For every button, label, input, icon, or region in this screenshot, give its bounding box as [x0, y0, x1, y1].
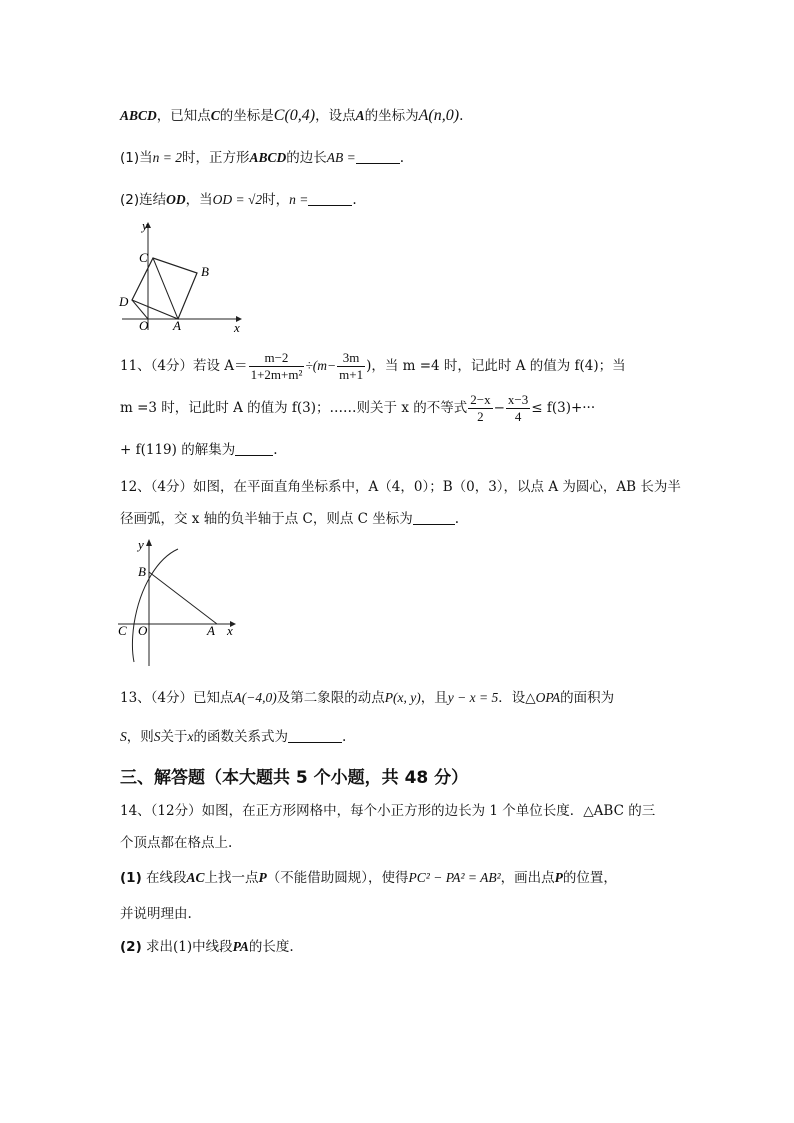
q13-text: 及第二象限的动点 [276, 690, 385, 706]
fraction [468, 392, 492, 425]
coord-c: C(0,4) [273, 107, 316, 124]
fraction [337, 350, 365, 383]
q12-line-2 [120, 509, 459, 529]
q11-text: )，当 m =4 时，记此时 A 的值为 f(4)；当 [366, 358, 626, 374]
q14-text: ，画出点 [500, 870, 555, 886]
q13-text: ，且 [420, 690, 448, 706]
label-x: x [227, 623, 233, 638]
part-number: (2) [120, 192, 140, 208]
square-label: ABCD [120, 108, 157, 123]
q14-line-2: 个顶点都在格点上. [120, 835, 233, 851]
point-label: C [210, 108, 220, 123]
answer-blank[interactable] [235, 441, 273, 456]
q11-line-1 [120, 346, 626, 388]
part-number: (1) [120, 870, 142, 886]
figure-arc-abc [114, 536, 244, 668]
q13-text: 13、（4分）已知点 [120, 690, 234, 706]
q13-text: 的面积为 [560, 690, 615, 706]
q11-text: m =3 时，记此时 A 的值为 f(3)；……则关于 x 的不等式 [120, 400, 468, 416]
segment-ab [149, 572, 217, 624]
y-axis-arrow [146, 539, 152, 546]
math: PC² − PA² = AB² [408, 870, 501, 885]
text: 时， [262, 192, 290, 208]
q13-line-1 [120, 688, 614, 708]
answer-blank[interactable] [308, 191, 352, 206]
numerator: 2−x [470, 392, 491, 407]
q11-text: + f(119) 的解集为 [120, 442, 236, 458]
problem-intro-line [120, 106, 463, 126]
label-c: C [139, 250, 148, 265]
text: 的坐标是 [219, 108, 274, 124]
part-1-line [120, 148, 404, 168]
math: A(−4,0) [233, 690, 277, 705]
q14-part-2 [120, 937, 294, 957]
text: 的边长 [286, 150, 327, 166]
q11-text: 11、（4分）若设 A＝ [120, 358, 248, 374]
q14-line-1: 14、（12分）如图，在正方形网格中，每个小正方形的边长为 1 个单位长度．△ABC 的三 [120, 803, 656, 819]
q13-text: . [342, 729, 347, 745]
q11-text: . [273, 442, 278, 458]
q13-text: 关于 [160, 729, 188, 745]
numerator: m−2 [249, 350, 305, 367]
q14-part-1 [120, 868, 617, 888]
label-b: B [201, 264, 209, 279]
q14-text: 上找一点 [204, 870, 259, 886]
math: S [153, 729, 161, 744]
q13-text: 的函数关系式为 [193, 729, 288, 745]
label-a: A [173, 318, 181, 333]
denominator: 4 [514, 409, 522, 424]
q11-text: ≤ f(3)+··· [531, 400, 596, 416]
label-o: O [138, 623, 148, 638]
q12-line-1: 12、（4分）如图，在平面直角坐标系中，A（4，0）；B（0，3），以点 A 为圆心，AB 长为半 [120, 479, 681, 495]
math: n = 2 [152, 150, 182, 165]
figure-square-abcd [112, 218, 252, 336]
coord-a: A(n,0) [418, 107, 460, 124]
q14-text: （不能借助圆规），使得 [266, 870, 409, 886]
text: ，已知点 [156, 108, 211, 124]
math: OPA [535, 690, 561, 705]
fraction [249, 350, 305, 383]
q13-text: ，则 [126, 729, 154, 745]
math: AC [186, 870, 205, 885]
text: . [399, 150, 405, 166]
math: ABCD [249, 150, 287, 165]
q11-line-3 [120, 440, 278, 460]
numerator: x−3 [507, 392, 529, 407]
q14-part-1-line-2: 并说明理由. [120, 906, 192, 922]
fraction [506, 392, 530, 425]
label-o: O [139, 318, 149, 333]
q13-line-2 [120, 727, 346, 747]
q11-text: ÷(m− [305, 358, 337, 373]
text: . [352, 192, 357, 208]
part-number: (2) [120, 939, 142, 955]
math: y − x = 5 [447, 690, 499, 705]
text: 的坐标为 [364, 108, 419, 124]
q12-text: . [454, 511, 460, 527]
numerator: 3m [337, 350, 365, 367]
denominator: 2 [477, 409, 484, 424]
math: x [187, 729, 194, 744]
point-label: A [355, 108, 365, 123]
q11-line-2 [120, 388, 595, 430]
denominator: m+1 [339, 367, 364, 382]
q11-text: − [493, 400, 505, 416]
math: PA [232, 939, 249, 954]
q14-text: 求出(1)中线段 [146, 939, 233, 955]
denominator: 1+2m+m² [250, 367, 303, 382]
math: S [120, 729, 127, 744]
q12-text: 径画弧，交 x 轴的负半轴于点 C，则点 C 坐标为 [120, 511, 413, 527]
q14-text: 在线段 [146, 870, 187, 886]
answer-blank[interactable] [356, 149, 400, 164]
q14-text: 的长度. [248, 939, 294, 955]
math: n = [289, 192, 309, 207]
square-outline [132, 258, 197, 319]
math: P [554, 870, 563, 885]
math: AB = [326, 150, 356, 165]
math: OD = √2 [212, 192, 263, 207]
q13-text: ．设△ [498, 690, 536, 706]
label-a: A [207, 623, 215, 638]
text: ，设点 [315, 108, 356, 124]
part-2-line [120, 190, 357, 210]
text: ，当 [185, 192, 213, 208]
part-number: (1) [120, 150, 140, 166]
answer-blank[interactable] [413, 510, 455, 525]
label-c: C [118, 623, 127, 638]
label-b: B [138, 564, 146, 579]
label-d: D [119, 294, 129, 309]
text: . [459, 108, 464, 124]
label-x: x [234, 320, 240, 335]
section-heading: 三、解答题（本大题共 5 个小题，共 48 分） [120, 768, 469, 788]
math: P [258, 870, 267, 885]
label-y: y [138, 537, 144, 552]
text: 当 [139, 150, 153, 166]
text: 时，正方形 [182, 150, 250, 166]
q14-text: 的位置， [562, 870, 617, 886]
answer-blank[interactable] [288, 728, 342, 743]
math: OD [166, 192, 186, 207]
label-y: y [142, 218, 148, 233]
text: 连结 [139, 192, 167, 208]
math: P(x, y) [384, 690, 421, 705]
